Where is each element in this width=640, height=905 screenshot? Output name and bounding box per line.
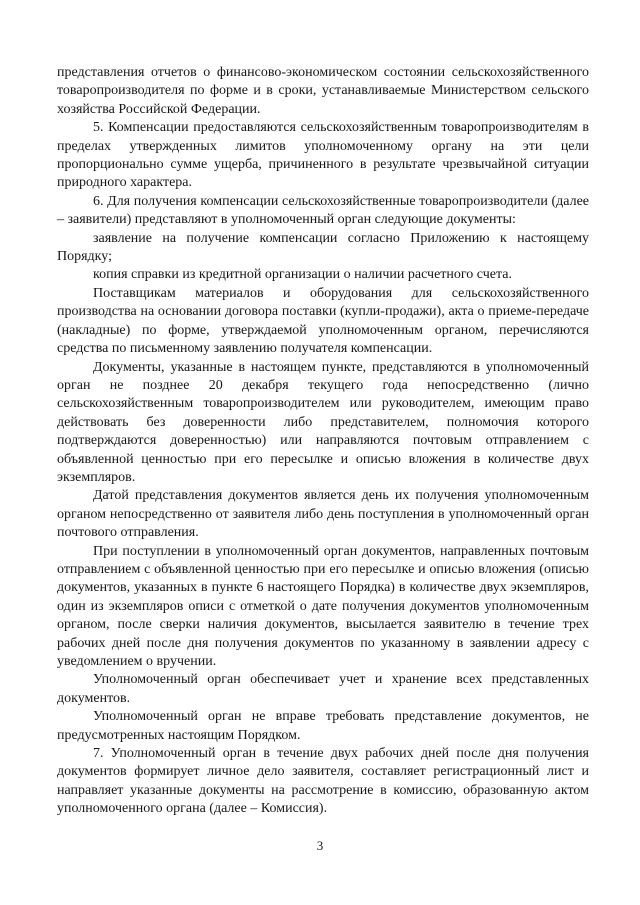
page-number: 3 — [316, 838, 324, 853]
paragraph-bank-certificate: копия справки из кредитной организации о наличии расчетного счета. — [93, 267, 513, 283]
paragraph-suppliers: Поставщикам материалов и оборудования для сельскохозяйственного производства на основании договора поставки (купли-продажи), акта о приеме-передаче (накладные) по форме, утверждаемой уполномоченным органом, перечисляются средства по письменному заявлению получателя компенсации. — [57, 285, 589, 357]
paragraph-submission-date: Датой представления документов является день их получения уполномоченным органом непосредственно от заявителя либо день поступления в уполномоченный орган почтового отправления. — [57, 488, 589, 541]
paragraph-item-7: 7. Уполномоченный орган в течение двух рабочих дней после дня получения документов формирует личное дело заявителя, составляет регистрационный лист и направляет указанные документы на рассмотрение в комиссию, образованную актом уполномоченного органа (далее – Комиссия). — [57, 746, 589, 817]
paragraph-submission-deadline: Документы, указанные в настоящем пункте, представляются в уполномоченный орган не позднее 20 декабря текущего года непосредственно (лично сельскохозяйственным товаропроизводителем или руководителем, имеющим право действовать без доверенности либо представителем, полномочия которого подтверждаются доверенностью) или направляются почтовым отправлением с объявленной ценностью при его пересылке и описью вложения в количестве двух экземпляров. — [57, 359, 589, 485]
paragraph-record-keeping: Уполномоченный орган обеспечивает учет и хранение всех представленных документов. — [57, 672, 589, 706]
body-text — [57, 64, 589, 819]
paragraph-application: заявление на получение компенсации согласно Приложению к настоящему Порядку; — [57, 230, 589, 265]
paragraph-item-6: 6. Для получения компенсации сельскохозяйственные товаропроизводители (далее – заявители) представляют в уполномоченный орган следующие документы: — [57, 193, 589, 228]
paragraph-postal-receipt: При поступлении в уполномоченный орган документов, направленных почтовым отправлением с объявленной ценностью при его пересылке и описью вложения (описью документов, указанных в пункте 6 настоящего Порядка) в количестве двух экземпляров, один из экземпляров описи с отметкой о дате получения документов уполномоченным органом, после сверки наличия документов, высылается заявителю в течение трех рабочих дней после дня получения документов по указанному в заявлении адресу с уведомлением о вручении. — [57, 543, 589, 669]
paragraph-no-extra-documents: Уполномоченный орган не вправе требовать представление документов, не предусмотренных настоящим Порядком. — [57, 709, 589, 743]
paragraph-item-5: 5. Компенсации предоставляются сельскохозяйственным товаропроизводителям в пределах утвержденных лимитов уполномоченному органу на эти цели пропорционально сумме ущерба, причиненного в результате чрезвычайной ситуации природного характера. — [57, 120, 589, 191]
paragraph-continuation: представления отчетов о финансово-экономическом состоянии сельскохозяйственного товаропроизводителя по форме и в сроки, устанавливаемые Министерством сельского хозяйства Российской Федерации. — [57, 65, 589, 117]
